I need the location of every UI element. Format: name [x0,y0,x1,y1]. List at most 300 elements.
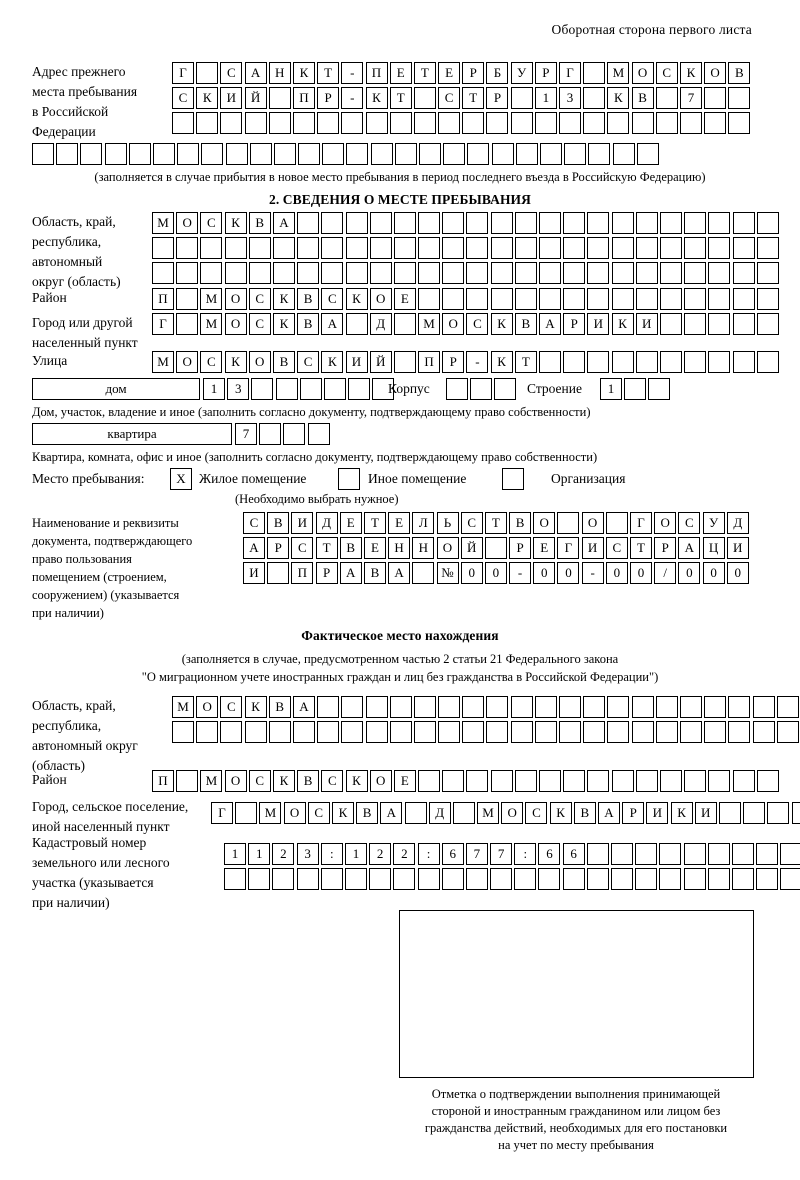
char-cell[interactable]: С [321,770,343,792]
char-cell[interactable]: С [321,288,343,310]
char-cell[interactable] [491,770,513,792]
char-cell[interactable] [511,696,533,718]
char-cell[interactable] [200,262,222,284]
char-cell[interactable] [466,212,488,234]
char-cell[interactable] [370,262,392,284]
char-cell[interactable]: К [612,313,634,335]
char-cell[interactable] [129,143,151,165]
char-cell[interactable] [684,313,706,335]
char-cell[interactable] [515,262,537,284]
char-cell[interactable] [728,87,750,109]
char-cell[interactable]: В [340,537,362,559]
char-cell[interactable]: С [220,62,242,84]
char-cell[interactable] [660,351,682,373]
char-cell[interactable] [612,237,634,259]
char-cell[interactable]: Г [630,512,652,534]
char-cell[interactable] [728,721,750,743]
char-cell[interactable]: - [509,562,531,584]
char-cell[interactable] [563,262,585,284]
char-cell[interactable] [438,696,460,718]
char-cell[interactable] [418,770,440,792]
char-cell[interactable] [539,770,561,792]
char-cell[interactable] [757,262,779,284]
char-cell[interactable]: - [582,562,604,584]
char-cell[interactable]: В [297,313,319,335]
char-cell[interactable] [636,351,658,373]
char-cell[interactable] [494,378,516,400]
char-cell[interactable] [708,351,730,373]
char-cell[interactable] [684,351,706,373]
char-cell[interactable] [317,112,339,134]
char-cell[interactable] [587,212,609,234]
char-cell[interactable] [235,802,257,824]
char-cell[interactable] [636,237,658,259]
char-cell[interactable]: А [273,212,295,234]
char-cell[interactable]: 6 [442,843,464,865]
char-cell[interactable] [704,112,726,134]
char-cell[interactable]: К [332,802,354,824]
char-cell[interactable]: О [533,512,555,534]
char-cell[interactable] [226,143,248,165]
char-cell[interactable]: О [176,212,198,234]
char-cell[interactable]: А [388,562,410,584]
char-cell[interactable]: С [220,696,242,718]
char-cell[interactable]: У [511,62,533,84]
char-cell[interactable] [511,112,533,134]
char-cell[interactable]: О [225,770,247,792]
char-cell[interactable] [220,721,242,743]
char-cell[interactable] [370,237,392,259]
char-cell[interactable] [704,696,726,718]
char-cell[interactable] [733,288,755,310]
prev-address-grid[interactable] [172,62,753,137]
char-cell[interactable]: С [200,212,222,234]
char-cell[interactable]: Т [317,62,339,84]
char-cell[interactable] [245,721,267,743]
char-cell[interactable] [637,143,659,165]
char-cell[interactable]: Д [727,512,749,534]
char-cell[interactable] [583,62,605,84]
char-cell[interactable] [684,212,706,234]
char-cell[interactable] [708,237,730,259]
char-cell[interactable]: С [656,62,678,84]
char-cell[interactable]: Д [370,313,392,335]
char-cell[interactable] [324,378,346,400]
char-cell[interactable] [632,721,654,743]
char-cell[interactable] [225,262,247,284]
char-cell[interactable] [176,770,198,792]
char-cell[interactable]: 7 [680,87,702,109]
char-cell[interactable]: - [341,87,363,109]
char-cell[interactable] [680,112,702,134]
char-cell[interactable] [684,770,706,792]
char-cell[interactable] [418,868,440,890]
char-cell[interactable] [462,696,484,718]
char-cell[interactable]: П [293,87,315,109]
char-cell[interactable] [486,696,508,718]
char-cell[interactable] [587,351,609,373]
char-cell[interactable] [588,143,610,165]
char-cell[interactable] [680,721,702,743]
char-cell[interactable]: Е [340,512,362,534]
char-cell[interactable] [563,351,585,373]
char-cell[interactable] [390,721,412,743]
char-cell[interactable] [419,143,441,165]
char-cell[interactable] [780,843,800,865]
char-cell[interactable] [539,237,561,259]
char-cell[interactable] [733,770,755,792]
char-cell[interactable] [346,262,368,284]
char-cell[interactable] [442,288,464,310]
char-cell[interactable]: М [172,696,194,718]
char-cell[interactable]: Н [269,62,291,84]
char-cell[interactable]: Е [390,62,412,84]
char-cell[interactable] [539,262,561,284]
char-cell[interactable] [636,262,658,284]
char-cell[interactable] [612,212,634,234]
char-cell[interactable] [196,112,218,134]
char-cell[interactable] [345,868,367,890]
char-cell[interactable] [777,721,799,743]
char-cell[interactable] [248,868,270,890]
char-cell[interactable]: И [243,562,265,584]
char-cell[interactable]: М [607,62,629,84]
char-cell[interactable]: В [574,802,596,824]
char-cell[interactable]: К [491,313,513,335]
char-cell[interactable] [196,62,218,84]
char-cell[interactable]: О [632,62,654,84]
char-cell[interactable] [251,378,273,400]
char-cell[interactable] [414,112,436,134]
char-cell[interactable]: Т [485,512,507,534]
char-cell[interactable]: К [196,87,218,109]
char-cell[interactable]: 1 [203,378,225,400]
char-cell[interactable]: И [220,87,242,109]
char-cell[interactable] [624,378,646,400]
stamp-box[interactable] [399,910,754,1078]
char-cell[interactable] [491,262,513,284]
char-cell[interactable]: О [654,512,676,534]
char-cell[interactable] [225,237,247,259]
char-cell[interactable]: Т [414,62,436,84]
char-cell[interactable]: Р [267,537,289,559]
char-cell[interactable] [297,212,319,234]
char-cell[interactable]: О [582,512,604,534]
char-cell[interactable]: О [501,802,523,824]
char-cell[interactable] [152,237,174,259]
char-cell[interactable]: В [297,770,319,792]
char-cell[interactable]: Р [317,87,339,109]
char-cell[interactable] [491,212,513,234]
char-cell[interactable]: 0 [678,562,700,584]
char-cell[interactable] [249,237,271,259]
char-cell[interactable]: В [364,562,386,584]
char-cell[interactable]: О [225,313,247,335]
char-cell[interactable]: Л [412,512,434,534]
char-cell[interactable] [172,112,194,134]
char-cell[interactable]: С [438,87,460,109]
char-cell[interactable]: И [291,512,313,534]
char-cell[interactable] [792,802,800,824]
char-cell[interactable] [466,237,488,259]
char-cell[interactable]: 0 [485,562,507,584]
house-number-grid[interactable] [203,378,397,403]
char-cell[interactable]: О [370,770,392,792]
char-cell[interactable] [317,721,339,743]
char-cell[interactable]: О [284,802,306,824]
char-cell[interactable] [516,143,538,165]
char-cell[interactable] [612,288,634,310]
char-cell[interactable] [583,112,605,134]
char-cell[interactable]: О [225,288,247,310]
char-cell[interactable] [540,143,562,165]
char-cell[interactable] [442,868,464,890]
char-cell[interactable]: С [678,512,700,534]
char-cell[interactable] [708,868,730,890]
char-cell[interactable]: О [370,288,392,310]
char-cell[interactable]: 1 [600,378,622,400]
char-cell[interactable] [321,212,343,234]
char-cell[interactable] [177,143,199,165]
char-cell[interactable] [612,262,634,284]
char-cell[interactable]: Г [172,62,194,84]
prev-address-grid-row4[interactable] [32,143,661,168]
char-cell[interactable]: 2 [393,843,415,865]
char-cell[interactable] [196,721,218,743]
char-cell[interactable] [708,843,730,865]
char-cell[interactable] [366,112,388,134]
char-cell[interactable] [708,313,730,335]
char-cell[interactable] [587,843,609,865]
char-cell[interactable] [660,262,682,284]
char-cell[interactable]: В [356,802,378,824]
char-cell[interactable] [587,770,609,792]
char-cell[interactable] [466,868,488,890]
char-cell[interactable] [462,721,484,743]
char-cell[interactable]: К [273,770,295,792]
char-cell[interactable]: 2 [272,843,294,865]
char-cell[interactable] [728,112,750,134]
char-cell[interactable]: В [509,512,531,534]
char-cell[interactable] [453,802,475,824]
char-cell[interactable]: К [321,351,343,373]
char-cell[interactable] [249,262,271,284]
char-cell[interactable]: Н [388,537,410,559]
char-cell[interactable] [612,770,634,792]
char-cell[interactable]: Е [364,537,386,559]
char-cell[interactable] [346,143,368,165]
char-cell[interactable] [418,262,440,284]
char-cell[interactable] [346,212,368,234]
char-cell[interactable] [684,843,706,865]
char-cell[interactable] [656,696,678,718]
char-cell[interactable] [442,770,464,792]
char-cell[interactable] [656,112,678,134]
char-cell[interactable] [272,868,294,890]
char-cell[interactable]: Р [442,351,464,373]
char-cell[interactable] [394,262,416,284]
char-cell[interactable] [684,868,706,890]
char-cell[interactable]: К [225,212,247,234]
char-cell[interactable]: К [346,770,368,792]
char-cell[interactable]: С [249,288,271,310]
char-cell[interactable]: С [249,313,271,335]
char-cell[interactable] [611,843,633,865]
char-cell[interactable]: Е [533,537,555,559]
char-cell[interactable]: В [515,313,537,335]
char-cell[interactable] [201,143,223,165]
char-cell[interactable]: М [418,313,440,335]
char-cell[interactable] [446,378,468,400]
char-cell[interactable]: 0 [703,562,725,584]
char-cell[interactable]: С [297,351,319,373]
stay-place-checkbox-other[interactable] [338,468,360,490]
char-cell[interactable]: У [703,512,725,534]
char-cell[interactable]: Е [388,512,410,534]
char-cell[interactable]: А [245,62,267,84]
char-cell[interactable]: В [273,351,295,373]
char-cell[interactable] [224,868,246,890]
char-cell[interactable] [153,143,175,165]
char-cell[interactable] [321,262,343,284]
char-cell[interactable]: А [321,313,343,335]
char-cell[interactable] [660,288,682,310]
char-cell[interactable] [308,423,330,445]
char-cell[interactable] [466,770,488,792]
char-cell[interactable] [443,143,465,165]
char-cell[interactable] [780,868,800,890]
char-cell[interactable]: 0 [727,562,749,584]
char-cell[interactable] [348,378,370,400]
char-cell[interactable] [273,237,295,259]
char-cell[interactable] [283,423,305,445]
char-cell[interactable] [269,112,291,134]
char-cell[interactable]: Р [462,62,484,84]
char-cell[interactable]: 2 [369,843,391,865]
char-cell[interactable] [559,112,581,134]
char-cell[interactable] [563,868,585,890]
char-cell[interactable] [753,721,775,743]
char-cell[interactable] [636,288,658,310]
section2-street-grid[interactable] [152,351,781,376]
char-cell[interactable]: П [366,62,388,84]
char-cell[interactable] [293,721,315,743]
char-cell[interactable] [708,212,730,234]
char-cell[interactable] [606,512,628,534]
char-cell[interactable] [32,143,54,165]
char-cell[interactable]: К [607,87,629,109]
char-cell[interactable]: К [293,62,315,84]
char-cell[interactable] [733,262,755,284]
char-cell[interactable] [511,87,533,109]
char-cell[interactable]: Р [509,537,531,559]
char-cell[interactable] [611,868,633,890]
char-cell[interactable] [535,696,557,718]
char-cell[interactable] [583,696,605,718]
char-cell[interactable]: М [152,212,174,234]
char-cell[interactable] [321,237,343,259]
char-cell[interactable] [462,112,484,134]
char-cell[interactable] [395,143,417,165]
char-cell[interactable]: 1 [535,87,557,109]
char-cell[interactable] [317,696,339,718]
char-cell[interactable] [728,696,750,718]
char-cell[interactable] [767,802,789,824]
char-cell[interactable] [390,112,412,134]
char-cell[interactable]: И [646,802,668,824]
char-cell[interactable] [418,288,440,310]
char-cell[interactable] [176,262,198,284]
char-cell[interactable]: Н [412,537,434,559]
char-cell[interactable]: Г [559,62,581,84]
char-cell[interactable] [515,288,537,310]
char-cell[interactable] [538,868,560,890]
char-cell[interactable] [684,262,706,284]
char-cell[interactable]: 0 [461,562,483,584]
char-cell[interactable] [635,843,657,865]
char-cell[interactable] [152,262,174,284]
char-cell[interactable] [514,868,536,890]
char-cell[interactable]: В [297,288,319,310]
char-cell[interactable]: / [654,562,676,584]
char-cell[interactable]: : [418,843,440,865]
section2-city-grid[interactable] [152,313,781,338]
char-cell[interactable] [704,87,726,109]
char-cell[interactable] [341,112,363,134]
char-cell[interactable] [757,212,779,234]
char-cell[interactable]: В [632,87,654,109]
section2-region-grid[interactable] [152,212,781,287]
char-cell[interactable] [636,770,658,792]
char-cell[interactable] [56,143,78,165]
char-cell[interactable] [491,237,513,259]
char-cell[interactable] [660,313,682,335]
char-cell[interactable]: О [176,351,198,373]
char-cell[interactable] [172,721,194,743]
char-cell[interactable] [346,237,368,259]
char-cell[interactable] [492,143,514,165]
char-cell[interactable]: М [200,770,222,792]
char-cell[interactable] [346,313,368,335]
char-cell[interactable] [414,696,436,718]
char-cell[interactable] [607,721,629,743]
char-cell[interactable]: О [196,696,218,718]
char-cell[interactable]: А [293,696,315,718]
char-cell[interactable] [563,288,585,310]
char-cell[interactable]: Р [622,802,644,824]
char-cell[interactable]: 0 [557,562,579,584]
char-cell[interactable] [756,868,778,890]
char-cell[interactable]: 7 [466,843,488,865]
char-cell[interactable]: С [525,802,547,824]
char-cell[interactable] [587,288,609,310]
char-cell[interactable]: И [582,537,604,559]
char-cell[interactable] [176,313,198,335]
char-cell[interactable]: 1 [224,843,246,865]
char-cell[interactable]: Й [370,351,392,373]
char-cell[interactable]: Й [461,537,483,559]
char-cell[interactable] [491,288,513,310]
char-cell[interactable]: А [380,802,402,824]
char-cell[interactable]: 3 [227,378,249,400]
char-cell[interactable]: 0 [630,562,652,584]
char-cell[interactable] [394,212,416,234]
char-cell[interactable]: К [273,288,295,310]
char-cell[interactable] [708,288,730,310]
char-cell[interactable]: Р [316,562,338,584]
char-cell[interactable] [259,423,281,445]
char-cell[interactable]: Е [394,770,416,792]
